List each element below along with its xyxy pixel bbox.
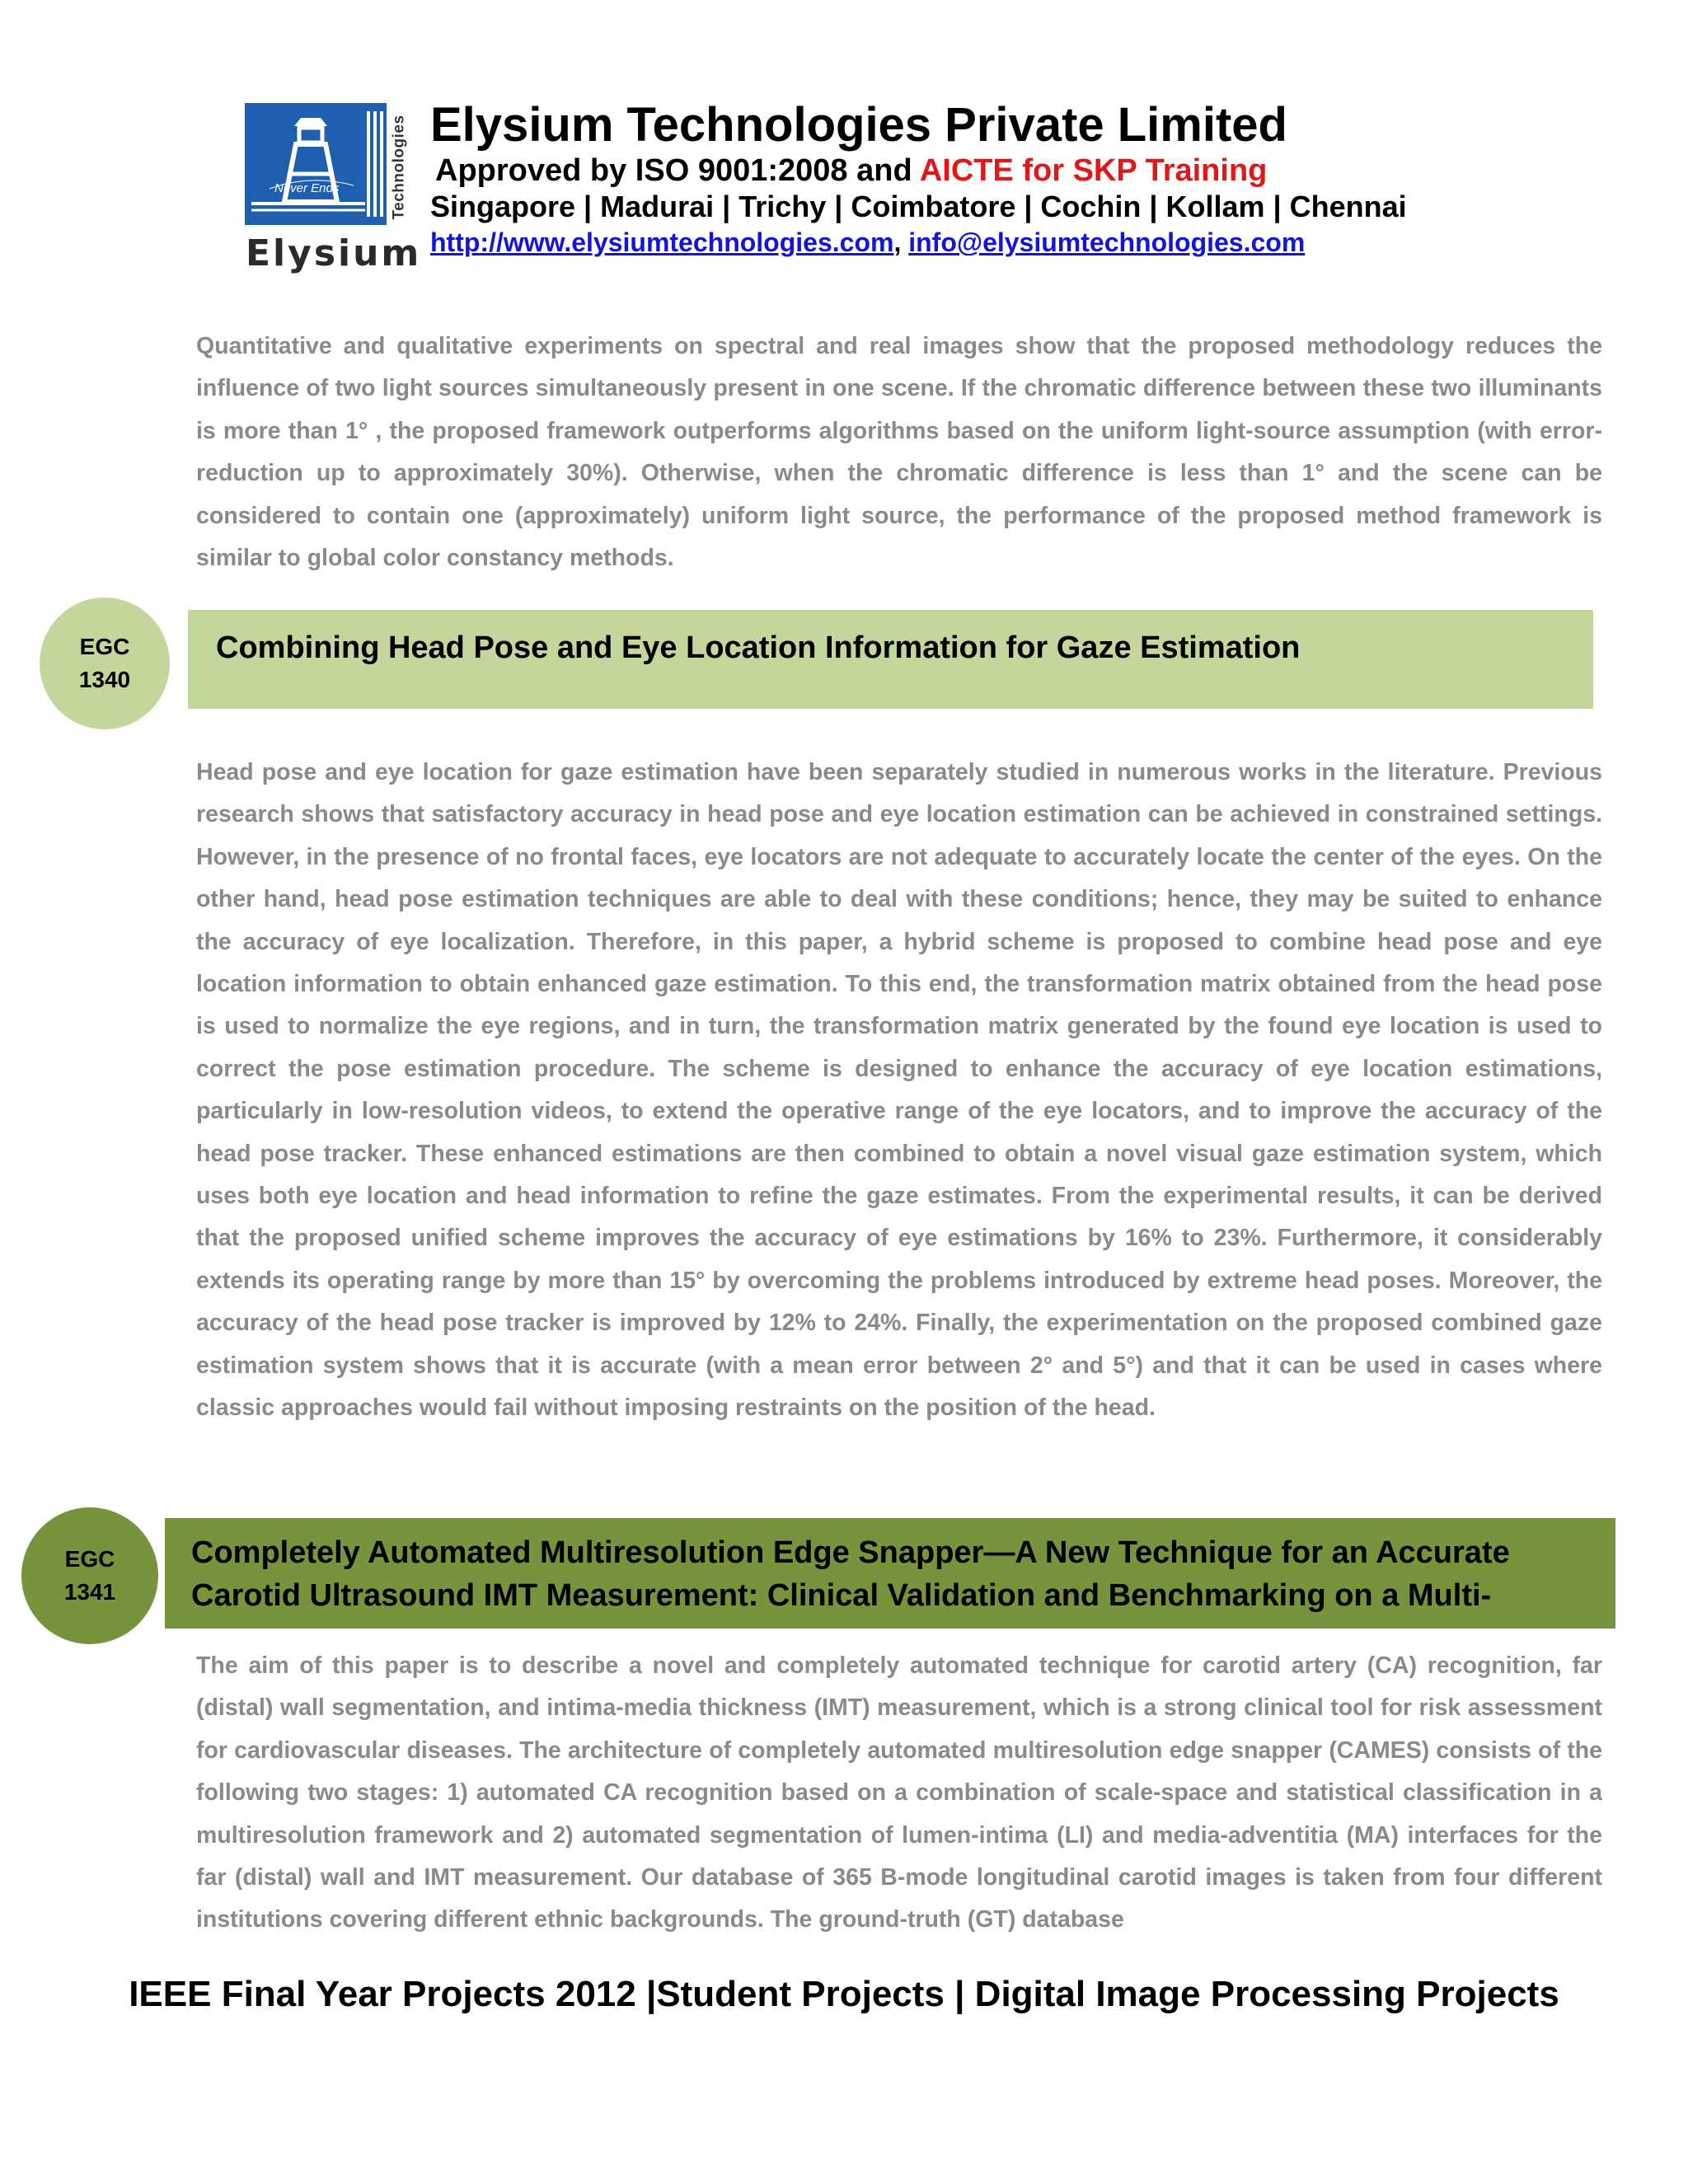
- section-code-number: 1340: [78, 667, 131, 692]
- link-separator: ,: [893, 227, 909, 257]
- section-title: Combining Head Pose and Eye Location Information for Gaze Estimation: [216, 630, 1301, 665]
- logo-tagline: Never Ends: [274, 181, 340, 195]
- section-abstract: Head pose and eye location for gaze estimation have been separately studied in numerous works in the literature. Previous research shows that satisfactory accuracy in head pose and eye location estimation can be achieved in constrained settings. However, in the presence of no frontal faces, eye locators are not adequate to accurately locate the center of the eyes. On the other hand, head pose estimation techniques are able to deal with these conditions; hence, they may be suited to enhance the accuracy of eye localization. Therefore, in this paper, a hybrid scheme is proposed to combine head pose and eye location information to obtain enhanced gaze estimation. To this end, the transformation matrix obtained from the head pose is used to normalize the eye regions, and in turn, the transformation matrix generated by the found eye location is used to correct the pose estimation procedure. The scheme is designed to enhance the accuracy of eye location estimations, particularly in low-resolution videos, to extend the operative range of the eye locators, and to improve the accuracy of the head pose tracker. These enhanced estimations are then combined to obtain a novel visual gaze estimation system, which uses both eye location and head information to refine the gaze estimates. From the experimental results, it can be derived that the proposed unified scheme improves the accuracy of eye estimations by 16% to 23%. Furthermore, it considerably extends its operating range by more than 15° by overcoming the problems introduced by extreme head poses. Moreover, the accuracy of the head pose tracker is improved by 12% to 24%. Finally, the experimentation on the proposed combined gaze estimation system shows that it is accurate (with a mean error between 2° and 5°) and that it can be used in cases where classic approaches would fail without imposing restraints on the position of the head.: [196, 759, 1602, 1422]
- contact-links: [430, 227, 1305, 258]
- office-locations: Singapore | Madurai | Trichy | Coimbatore | Cochin | Kollam | Chennai: [430, 190, 1407, 223]
- section-code-prefix: EGC: [64, 1546, 115, 1572]
- logo-vertical-label: Technologies: [391, 115, 408, 220]
- page-footer: IEEE Final Year Projects 2012 |Student Projects | Digital Image Processing Projects: [129, 1974, 1559, 2014]
- company-name: Elysium Technologies Private Limited: [430, 98, 1287, 152]
- lighthouse-icon: [245, 103, 387, 225]
- intro-paragraph: Quantitative and qualitative experiments on spectral and real images show that the proposed methodology reduces the influence of two light sources simultaneously present in one scene. If the chromatic difference between these two illuminants is more than 1° , the proposed framework outperforms algorithms based on the uniform light-source assumption (with error-reduction up to approximately 30%). Otherwise, when the chromatic difference is less than 1° and the scene can be considered to contain one (approximately) uniform light source, the performance of the proposed method framework is similar to global color constancy methods.: [196, 333, 1602, 572]
- approval-highlight: AICTE for SKP Training: [919, 153, 1268, 188]
- logo-wordmark: Elysium: [246, 232, 422, 274]
- section-code-badge: [40, 598, 170, 729]
- email-link[interactable]: info@elysiumtechnologies.com: [908, 227, 1306, 257]
- section-title-bar: [165, 1518, 1615, 1629]
- section-title: Completely Automated Multiresolution Edge Snapper—A New Technique for an Accurate Carotid Ultrasound IMT Measurement: Clinical Validation and Benchmarking on a Multi-: [191, 1535, 1510, 1613]
- approval-prefix: Approved by ISO 9001:2008 and: [435, 153, 920, 188]
- section-code-number: 1341: [63, 1579, 116, 1605]
- company-logo: [245, 103, 387, 225]
- section-title-bar: [188, 610, 1593, 709]
- section-code-badge: [21, 1507, 158, 1644]
- logo-vertical-text: [383, 105, 416, 229]
- section-code-prefix: EGC: [79, 634, 130, 659]
- website-link[interactable]: http://www.elysiumtechnologies.com: [430, 227, 894, 257]
- approval-line: [435, 153, 1267, 189]
- section-abstract: The aim of this paper is to describe a novel and completely automated technique for carotid artery (CA) recognition, far (distal) wall segmentation, and intima-media thickness (IMT) measurement, which is a strong clinical tool for risk assessment for cardiovascular diseases. The architecture of completely automated multiresolution edge snapper (CAMES) consists of the following two stages: 1) automated CA recognition based on a combination of scale-space and statistical classification in a multiresolution framework and 2) automated segmentation of lumen-intima (LI) and media-adventitia (MA) interfaces for the far (distal) wall and IMT measurement. Our database of 365 B-mode longitudinal carotid images is taken from four different institutions covering different ethnic backgrounds. The ground-truth (GT) database: [196, 1652, 1602, 1933]
